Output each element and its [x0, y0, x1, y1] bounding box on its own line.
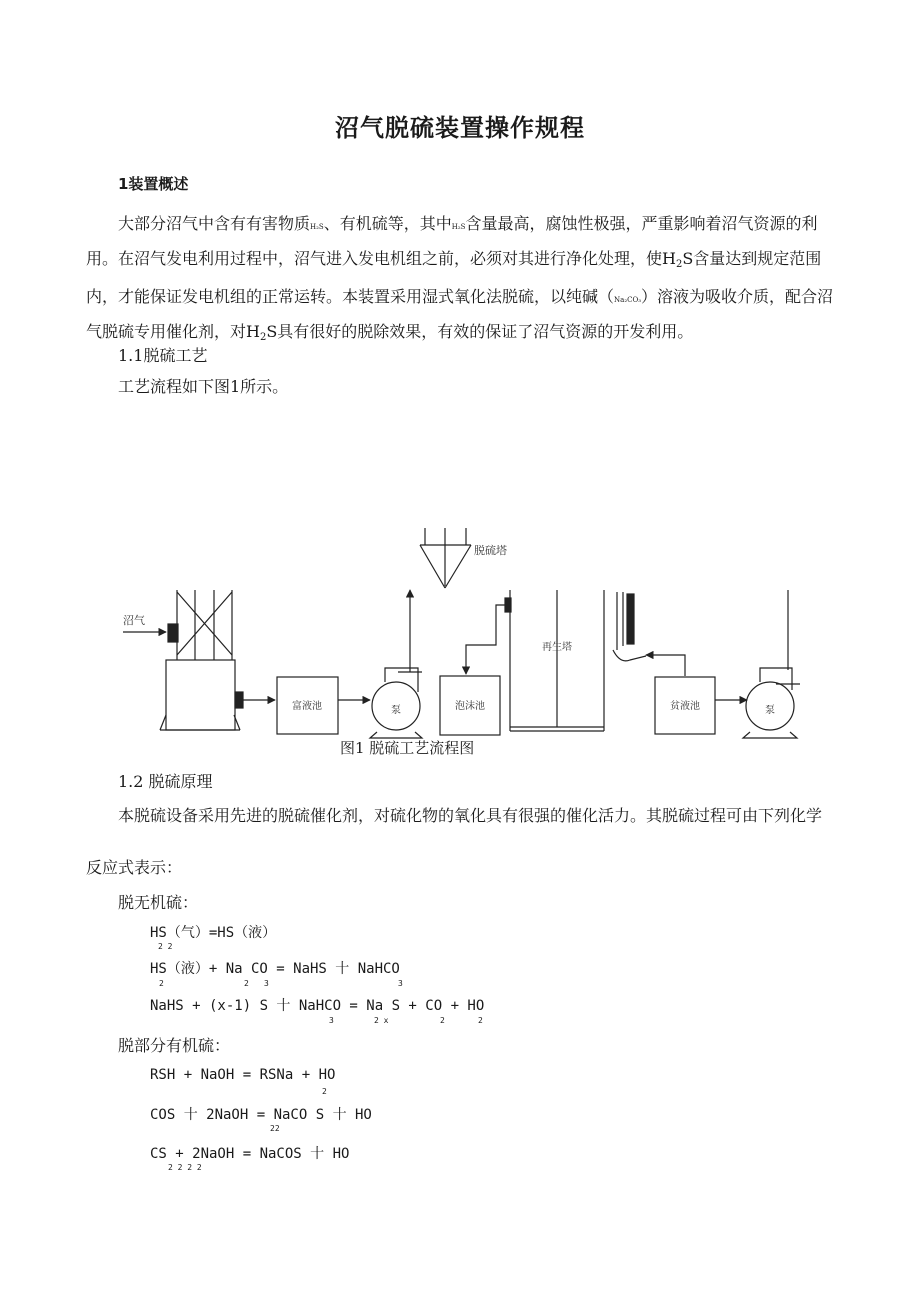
- flow-intro-text: 工艺流程如下图1所示。: [118, 377, 289, 396]
- overview-paragraph: 大部分沼气中含有有害物质H₂S、有机硫等，其中H₂S含量最高，腐蚀性极强，严重影响着沼气资源的利用。在沼气发电利用过程中，沼气进入发电机组之前，必须对其进行净化处理，使$H_2S$含量达到规定范围内，才能保证发电机组的正常运转。本装置采用湿式氧化法脱硫，以纯碱（Na₂CO₃）溶液为吸收介质，配合沼气脱硫专用催化剂，对$H_2S$具有很好的脱除效果，有效的保证了沼气资源的开发利用。: [86, 214, 834, 343]
- level-gauge: [613, 592, 646, 661]
- process-flow-diagram: [0, 520, 920, 760]
- equation-3-sub: 3: [329, 1016, 334, 1025]
- label-lean-tank: 贫液池: [670, 701, 700, 712]
- label-biogas: 沼气: [123, 614, 145, 627]
- desulf-tower-symbol: [420, 528, 471, 588]
- label-desulf-tower: 脱硫塔: [474, 544, 507, 557]
- equation-3-sub: 2: [478, 1016, 483, 1025]
- label-regen-tower: 再生塔: [542, 642, 572, 653]
- section-heading-1: 1装置概述: [118, 175, 189, 193]
- equation-1-subscripts: 2 2: [158, 942, 173, 951]
- equation-2-sub: 3: [264, 979, 269, 988]
- equation-3-sub: 2 x: [374, 1016, 389, 1025]
- na2co3-small-text: Na₂CO₃: [614, 296, 642, 304]
- principle-paragraph-line2: 反应式表示：: [86, 858, 183, 877]
- equation-2-sub: 3: [398, 979, 403, 988]
- equation-6-sub: 2 2 2 2: [168, 1163, 202, 1172]
- equation-3-sub: 2: [440, 1016, 445, 1025]
- equation-5-sub: 22: [270, 1124, 280, 1133]
- equation-1: HS（气）=HS（液）: [150, 925, 277, 941]
- equation-5: COS 十 2NaOH = NaCO S 十 HO: [150, 1107, 372, 1123]
- h2s-small-text: H₂S: [451, 223, 466, 231]
- subsection-1-1: 1.1脱硫工艺: [118, 346, 208, 365]
- absorption-column: [160, 590, 243, 730]
- subsection-1-2: 1.2 脱硫原理: [118, 772, 213, 791]
- equation-2: HS（液）+ Na CO = NaHS 十 NaHCO: [150, 961, 400, 977]
- pump-1: [370, 668, 422, 738]
- figure-caption: 图1 脱硫工艺流程图: [340, 739, 475, 757]
- label-pump-1: 泵: [391, 705, 401, 716]
- label-pump-2: 泵: [765, 705, 775, 716]
- inorganic-sulfur-heading: 脱无机硫：: [118, 893, 199, 912]
- equation-6: CS + 2NaOH = NaCOS 十 HO: [150, 1146, 350, 1162]
- label-foam-tank: 泡沫池: [455, 701, 485, 712]
- principle-paragraph-line1: 本脱硫设备采用先进的脱硫催化剂，对硫化物的氧化具有很强的催化活力。其脱硫过程可由下列化学: [118, 806, 823, 825]
- organic-sulfur-heading: 脱部分有机硫：: [118, 1036, 231, 1055]
- regeneration-tower: [510, 590, 604, 731]
- equation-2-sub: 2: [244, 979, 249, 988]
- equation-4-sub: 2: [322, 1087, 327, 1096]
- label-rich-tank: 富液池: [292, 701, 322, 712]
- equation-3: NaHS + (x-1) S 十 NaHCO = Na S + CO + HO: [150, 998, 485, 1014]
- pump-2: [743, 668, 797, 738]
- h2s-small-text: H₂S: [310, 223, 324, 231]
- equation-4: RSH + NaOH = RSNa + HO: [150, 1067, 336, 1083]
- page-title: 沼气脱硫装置操作规程: [335, 114, 585, 142]
- equation-2-sub: 2: [159, 979, 164, 988]
